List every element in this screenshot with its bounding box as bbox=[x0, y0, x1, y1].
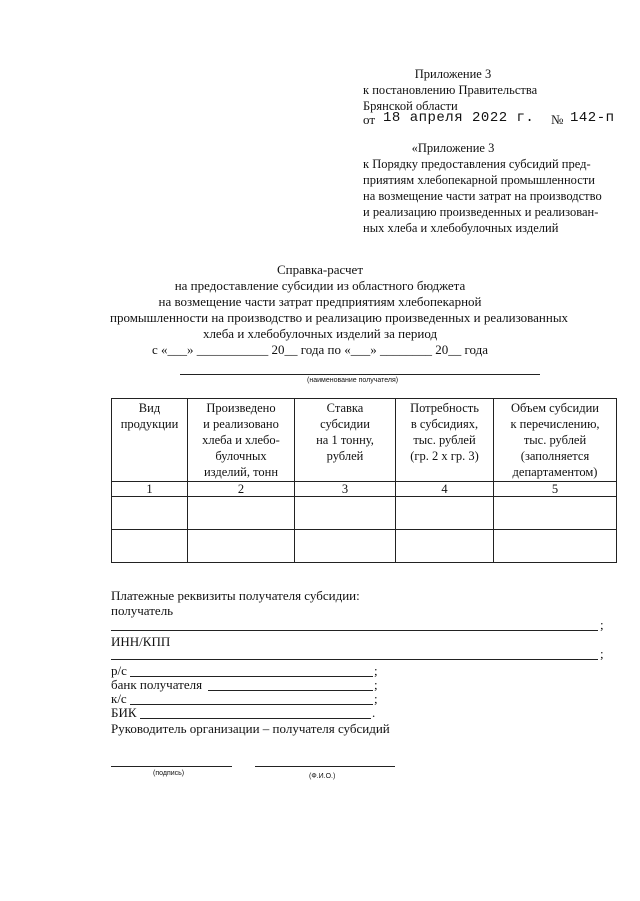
bik-label: БИК bbox=[111, 705, 137, 720]
header-text: (гр. 2 х гр. 3) bbox=[410, 449, 479, 463]
header-text: Вид bbox=[138, 401, 161, 415]
table-cell[interactable] bbox=[188, 530, 295, 563]
header-text: булочных bbox=[215, 449, 267, 463]
appendix-header bbox=[363, 66, 543, 114]
header-text: Ставка bbox=[326, 401, 364, 415]
inn-field[interactable] bbox=[111, 659, 598, 660]
inn-label: ИНН/КПП bbox=[111, 634, 171, 649]
header-cell bbox=[295, 399, 396, 482]
payment-heading: Платежные реквизиты получателя субсидии: bbox=[111, 588, 360, 603]
header-text: и реализовано bbox=[203, 417, 279, 431]
title-line: на возмещение части затрат предприятиям хлебопекарной bbox=[158, 294, 482, 309]
header-text: (заполняется bbox=[520, 449, 590, 463]
table-cell[interactable] bbox=[295, 497, 396, 530]
corr-account-field[interactable] bbox=[130, 704, 373, 705]
table-cell[interactable] bbox=[396, 497, 494, 530]
date-prefix: от bbox=[363, 112, 376, 127]
header-text: департаментом) bbox=[512, 465, 598, 479]
header-cell bbox=[112, 399, 188, 482]
order-title: «Приложение 3 bbox=[411, 141, 495, 155]
column-number: 2 bbox=[188, 482, 295, 497]
header-cell bbox=[494, 399, 617, 482]
order-line: и реализацию произведенных и реализован- bbox=[363, 205, 599, 219]
bank-label: банк получателя bbox=[111, 677, 203, 692]
signature-caption: (подпись) bbox=[153, 770, 185, 777]
title-line: хлеба и хлебобулочных изделий за период bbox=[202, 326, 438, 341]
table-cell[interactable] bbox=[494, 530, 617, 563]
table-header-row bbox=[112, 399, 617, 482]
title-line: на предоставление субсидии из областного бюджета bbox=[174, 278, 466, 293]
order-header bbox=[363, 140, 602, 236]
header-text: продукции bbox=[120, 417, 179, 431]
table-row bbox=[112, 497, 617, 530]
header-text: Потребность bbox=[410, 401, 479, 415]
recipient-semicolon: ; bbox=[600, 617, 604, 632]
header-text: в субсидиях, bbox=[410, 417, 479, 431]
title-line: Справка-расчет bbox=[276, 262, 364, 277]
recipient-caption: (наименование получателя) bbox=[307, 377, 399, 384]
header-text: субсидии bbox=[320, 417, 370, 431]
appendix-line-1: к постановлению Правительства bbox=[363, 83, 538, 97]
date-value: 18 апреля 2022 г. bbox=[383, 110, 535, 126]
header-text: изделий, тонн bbox=[203, 465, 279, 479]
header-cell bbox=[188, 399, 295, 482]
corr-account-label: к/с bbox=[111, 691, 127, 706]
head-label: Руководитель организации – получателя субсидий bbox=[111, 721, 390, 736]
table-row bbox=[112, 530, 617, 563]
signature-field[interactable] bbox=[111, 766, 232, 767]
column-number: 4 bbox=[396, 482, 494, 497]
header-text: на 1 тонну, bbox=[316, 433, 374, 447]
appendix-title: Приложение 3 bbox=[414, 67, 492, 81]
table-cell[interactable] bbox=[295, 530, 396, 563]
header-text: тыс. рублей bbox=[523, 433, 587, 447]
appendix-line-2: Брянской области bbox=[363, 99, 458, 113]
header-text: Произведено bbox=[206, 401, 276, 415]
recipient-label: получатель bbox=[111, 603, 174, 618]
recipient-field[interactable] bbox=[111, 630, 598, 631]
account-label: р/с bbox=[111, 663, 127, 678]
subsidy-table bbox=[111, 398, 617, 563]
bik-period: . bbox=[372, 705, 376, 720]
header-text: тыс. рублей bbox=[413, 433, 476, 447]
bik-field[interactable] bbox=[140, 718, 371, 719]
inn-semicolon: ; bbox=[600, 646, 604, 661]
header-text: хлеба и хлебо- bbox=[202, 433, 280, 447]
order-line: ных хлеба и хлебобулочных изделий bbox=[363, 221, 559, 235]
corr-account-semicolon: ; bbox=[374, 691, 378, 706]
column-number-row bbox=[112, 482, 617, 497]
column-number: 5 bbox=[494, 482, 617, 497]
table-cell[interactable] bbox=[188, 497, 295, 530]
title-line: с «___» ___________ 20__ года по «___» ________ 20__ года bbox=[151, 342, 488, 357]
table-cell[interactable] bbox=[112, 497, 188, 530]
account-semicolon: ; bbox=[374, 663, 378, 678]
column-number: 3 bbox=[295, 482, 396, 497]
header-text: к перечислению, bbox=[510, 417, 600, 431]
order-line: приятиям хлебопекарной промышленности bbox=[363, 173, 595, 187]
title-line: промышленности на производство и реализацию произведенных и реализованных bbox=[110, 310, 569, 325]
table-cell[interactable] bbox=[112, 530, 188, 563]
name-caption: (Ф.И.О.) bbox=[309, 773, 336, 780]
document-title bbox=[110, 262, 569, 358]
table-cell[interactable] bbox=[494, 497, 617, 530]
header-text: Объем субсидии bbox=[511, 401, 599, 415]
recipient-name-line[interactable] bbox=[180, 374, 540, 375]
bank-semicolon: ; bbox=[374, 677, 378, 692]
header-cell bbox=[396, 399, 494, 482]
number-value: 142-п bbox=[570, 110, 615, 126]
header-text: рублей bbox=[326, 449, 364, 463]
order-line: на возмещение части затрат на производство bbox=[363, 189, 602, 203]
bank-field[interactable] bbox=[208, 690, 373, 691]
name-field[interactable] bbox=[255, 766, 395, 767]
order-line: к Порядку предоставления субсидий пред- bbox=[363, 157, 591, 171]
number-prefix: № bbox=[551, 112, 564, 127]
column-number: 1 bbox=[112, 482, 188, 497]
table-cell[interactable] bbox=[396, 530, 494, 563]
